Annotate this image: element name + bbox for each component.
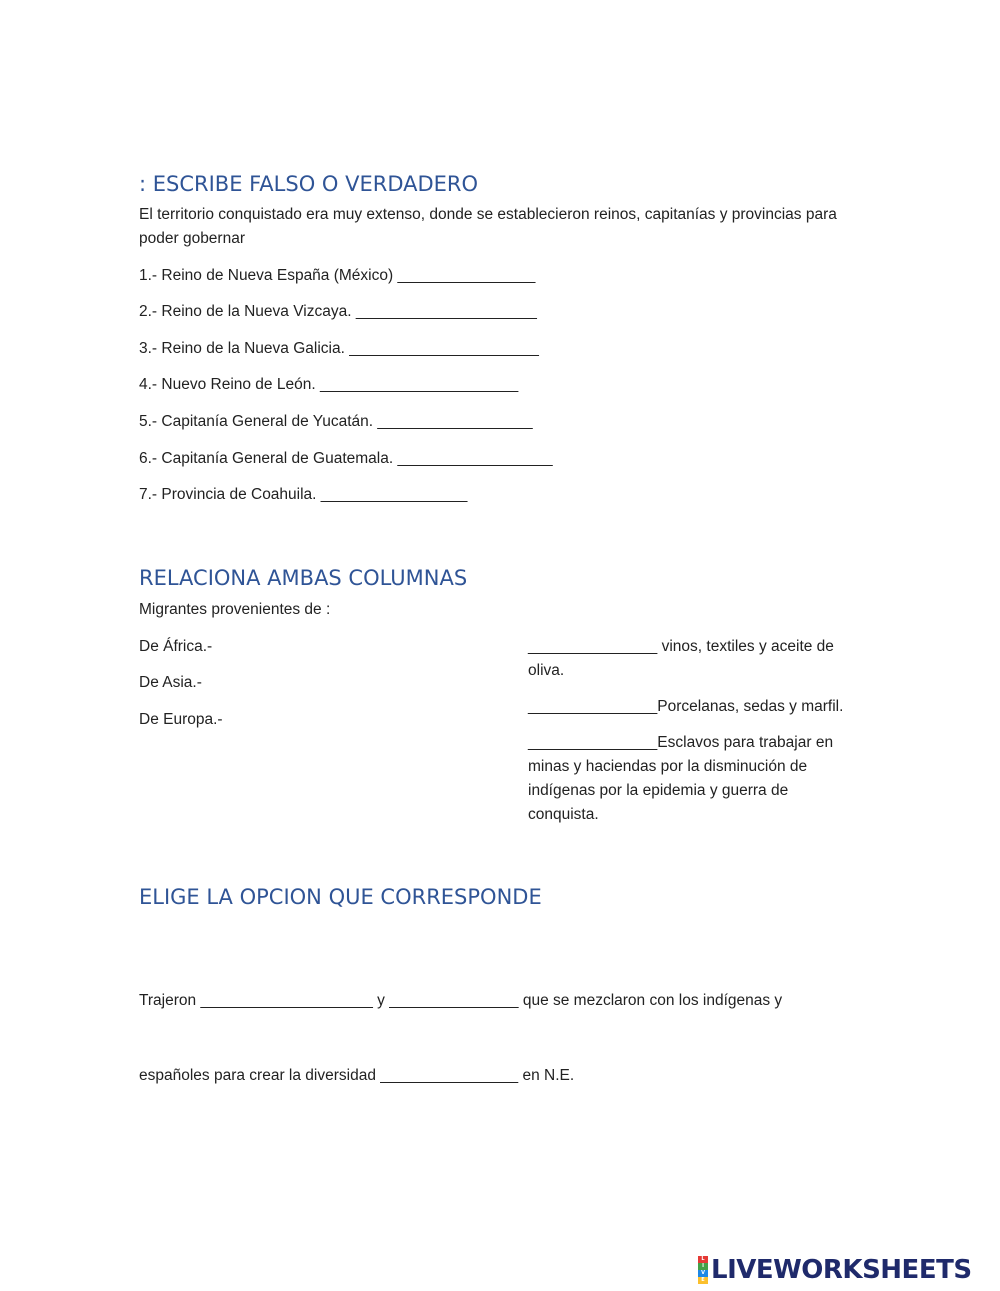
logo-block: V [698, 1270, 708, 1277]
section-title-true-false: : ESCRIBE FALSO O VERDADERO [139, 172, 479, 196]
left-column-item: De África.- [139, 638, 213, 655]
fill-in-sentence: Trajeron ____________________ y _______________ que se mezclaron con los indígenas y [139, 992, 783, 1009]
left-column-item: De Asia.- [139, 674, 202, 691]
list-item: 4.- Nuevo Reino de León. _______________________ [139, 376, 519, 393]
list-item: 7.- Provincia de Coahuila. _________________ [139, 486, 468, 503]
logo-block: L [698, 1256, 708, 1263]
list-item: 1.- Reino de Nueva España (México) ________________ [139, 267, 536, 284]
list-item: 6.- Capitanía General de Guatemala. __________________ [139, 450, 553, 467]
fill-in-sentence: españoles para crear la diversidad ________________ en N.E. [139, 1067, 575, 1084]
list-item: 3.- Reino de la Nueva Galicia. ______________________ [139, 340, 539, 357]
section-title-match-columns: RELACIONA AMBAS COLUMNAS [139, 566, 468, 590]
logo-mark-icon [698, 1256, 708, 1284]
logo-block: I [698, 1263, 708, 1270]
section-intro: Migrantes provenientes de : [139, 601, 331, 618]
section-title-choose-option: ELIGE LA OPCION QUE CORRESPONDE [139, 885, 542, 909]
right-column-item: _______________ vinos, textiles y aceite de oliva. [528, 638, 834, 679]
list-item: 2.- Reino de la Nueva Vizcaya. _____________________ [139, 303, 537, 320]
list-item: 5.- Capitanía General de Yucatán. __________________ [139, 413, 533, 430]
logo-text: LIVEWORKSHEETS [711, 1255, 972, 1285]
logo-block: E [698, 1277, 708, 1284]
section-intro: El territorio conquistado era muy extenso, donde se establecieron reinos, capitanías y provincias para poder gobernar [139, 206, 837, 247]
liveworksheets-logo [698, 1255, 972, 1285]
right-column-item: _______________Porcelanas, sedas y marfil. [528, 698, 844, 715]
right-column-item: _______________Esclavos para trabajar en minas y haciendas por la disminución de indígenas por la epidemia y guerra de conquista. [528, 734, 834, 823]
left-column-item: De Europa.- [139, 711, 223, 728]
